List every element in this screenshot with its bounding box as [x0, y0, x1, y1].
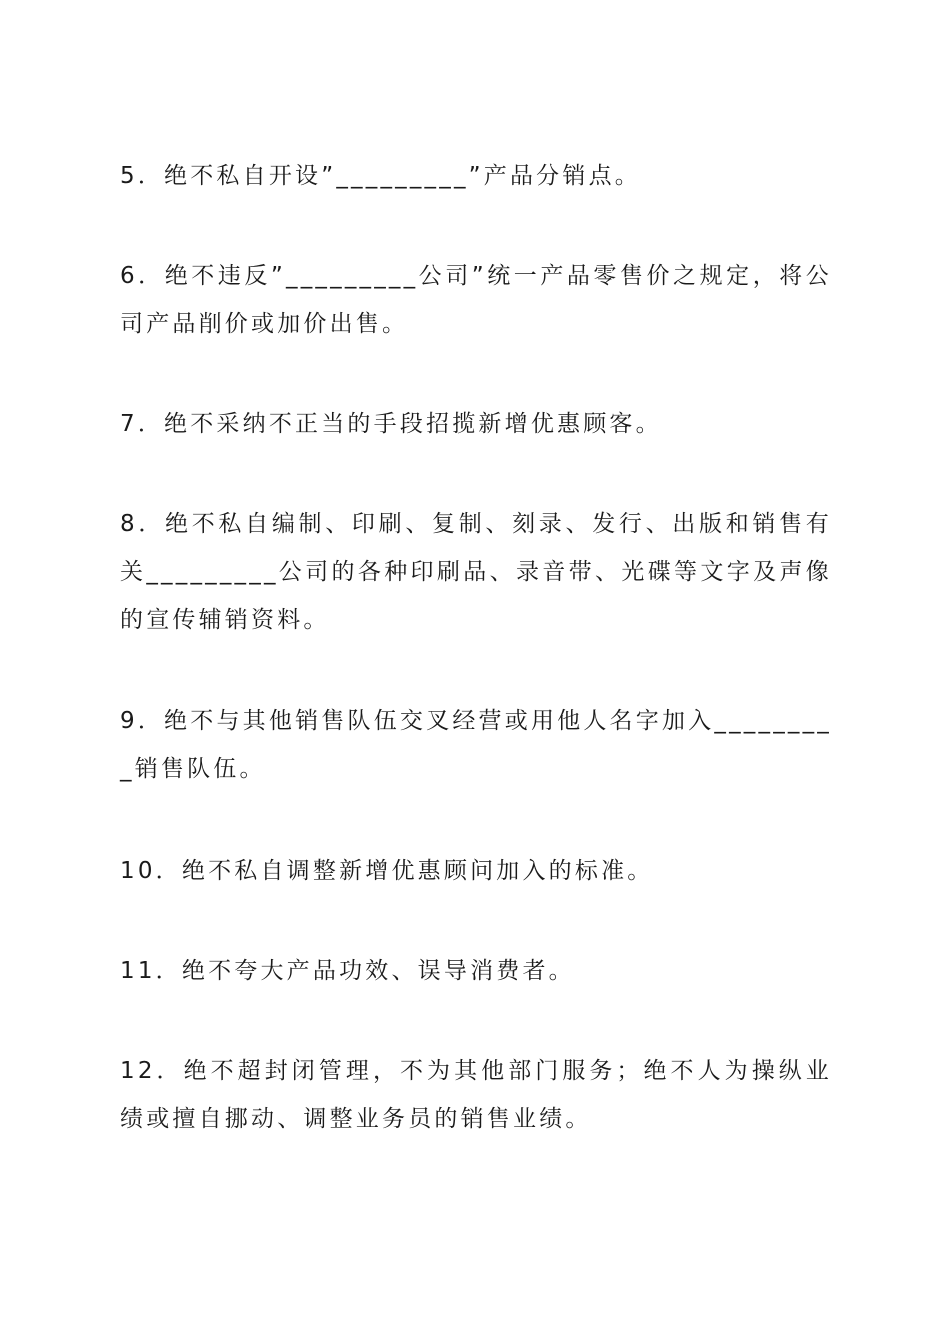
clause-9: 9．绝不与其他销售队伍交叉经营或用他人名字加入_________销售队伍。: [120, 708, 832, 782]
clause-12: 12．绝不超封闭管理，不为其他部门服务；绝不人为操纵业绩或擅自挪动、调整业务员的销售业绩。: [120, 1058, 832, 1132]
clause-11: 11．绝不夸大产品功效、误导消费者。: [120, 958, 575, 984]
clause-10: 10．绝不私自调整新增优惠顾问加入的标准。: [120, 858, 654, 884]
clause-6: 6．绝不违反”_________公司”统一产品零售价之规定，将公司产品削价或加价出售。: [120, 263, 832, 337]
clause-8: 8．绝不私自编制、印刷、复制、刻录、发行、出版和销售有关_________公司的各种印刷品、录音带、光碟等文字及声像的宣传辅销资料。: [120, 511, 832, 633]
clause-5: 5．绝不私自开设”_________”产品分销点。: [120, 163, 641, 189]
clause-7: 7．绝不采纳不正当的手段招揽新增优惠顾客。: [120, 411, 662, 437]
